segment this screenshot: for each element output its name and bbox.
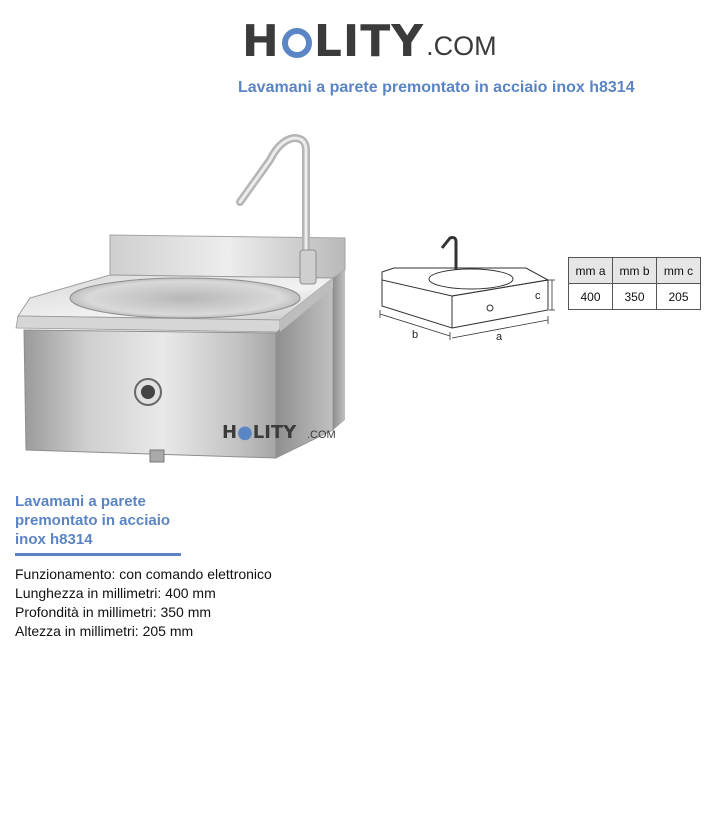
logo-o-ring-icon [282,28,312,58]
diagram-label-b: b [412,329,419,341]
subtitle-divider [15,553,181,556]
diagram-label-a: a [496,331,503,343]
value-mm-c: 205 [657,284,701,310]
spec-line: Funzionamento: con comando elettronico [15,566,272,582]
spec-line: Profondità in millimetri: 350 mm [15,604,212,620]
product-subtitle: Lavamani a parete premontato in acciaio inox h8314 [15,493,171,548]
spec-line: Lunghezza in millimetri: 400 mm [15,585,216,601]
spec-line: Altezza in millimetri: 205 mm [15,623,194,639]
product-photo [0,120,360,470]
header-mm-b: mm b [613,258,657,284]
table-header-row [569,258,701,284]
logo-brand [242,18,424,66]
watermark-domain: .COM [307,429,336,441]
watermark-brand: H●LITY [222,422,297,443]
value-mm-b: 350 [613,284,657,310]
page-title: Lavamani a parete premontato in acciaio inox h8314 [238,79,635,96]
holity-logo[interactable] [242,18,497,66]
logo-letters: LITY [313,16,425,67]
value-mm-a: 400 [569,284,613,310]
logo-letter-h: H [242,16,280,67]
diagram-label-c: c [535,290,541,302]
header-mm-c: mm c [657,258,701,284]
dimension-diagram [376,230,556,360]
dimensions-table [568,257,701,310]
table-row [569,284,701,310]
product-specs [15,565,272,641]
logo-domain: .COM [426,31,497,61]
header-mm-a: mm a [569,258,613,284]
